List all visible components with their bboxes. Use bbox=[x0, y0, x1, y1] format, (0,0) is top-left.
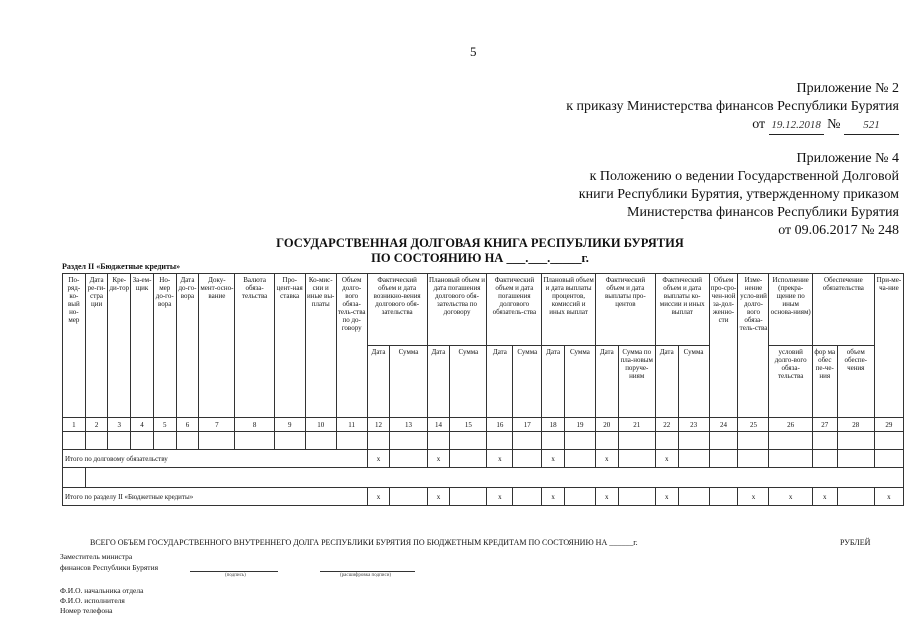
column-number: 27 bbox=[812, 418, 837, 432]
x-mark: x bbox=[427, 488, 450, 506]
deputy-minister-label: Заместитель министра bbox=[60, 552, 133, 561]
appendix-2-date-line bbox=[566, 116, 899, 135]
date-prefix: от bbox=[752, 117, 766, 132]
total-obligation-row bbox=[63, 450, 904, 468]
column-number: 19 bbox=[564, 418, 595, 432]
header-collateral-form: фор ма обес пе-че-ния bbox=[812, 346, 837, 418]
x-mark: x bbox=[655, 450, 678, 468]
appendix-2-order: к приказу Министерства финансов Республики Бурятия bbox=[566, 99, 899, 114]
currency-label: РУБЛЕЙ bbox=[840, 538, 871, 547]
header-note: При-ме-ча-ние bbox=[874, 274, 903, 418]
debt-book-table bbox=[62, 273, 904, 506]
header-date: Дата bbox=[595, 346, 618, 418]
total-obligation-label: Итого по долговому обязательству bbox=[63, 450, 368, 468]
decode-caption: (расшифровка подписи) bbox=[340, 573, 392, 578]
column-number: 2 bbox=[85, 418, 108, 432]
signature-caption: (подпись) bbox=[225, 573, 246, 578]
header-currency: Валюта обяза-тельства bbox=[235, 274, 274, 418]
column-number: 6 bbox=[176, 418, 199, 432]
header-terms-sub: условий долго-вого обяза-тельства bbox=[769, 346, 812, 418]
document-title bbox=[140, 236, 820, 266]
column-number: 15 bbox=[450, 418, 487, 432]
column-number: 12 bbox=[367, 418, 390, 432]
header-planned-repayment: Плановый объем и дата погашения долгового обя-зательства по договору bbox=[427, 274, 487, 346]
column-number: 22 bbox=[655, 418, 678, 432]
column-number: 28 bbox=[837, 418, 874, 432]
x-mark: x bbox=[542, 488, 565, 506]
appendix-4-block bbox=[579, 150, 899, 240]
x-mark: x bbox=[738, 488, 769, 506]
order-number-handwritten: 521 bbox=[844, 116, 899, 135]
x-mark: x bbox=[812, 488, 837, 506]
x-mark: x bbox=[874, 488, 903, 506]
header-commissions: Ко-мис-сии и иные вы-платы bbox=[305, 274, 336, 418]
column-number: 4 bbox=[131, 418, 154, 432]
x-mark: x bbox=[427, 450, 450, 468]
header-execution: Исполнение (прекра-щение по иным основа-ниям) bbox=[769, 274, 812, 346]
title-line-2: ПО СОСТОЯНИЮ НА ___.___._____г. bbox=[371, 251, 589, 265]
appendix-2-title: Приложение № 2 bbox=[796, 81, 899, 96]
header-creditor: Кре-ди-тор bbox=[108, 274, 131, 418]
x-mark: x bbox=[542, 450, 565, 468]
header-collateral: Обеспечение обязательства bbox=[812, 274, 874, 346]
grand-total-line: ВСЕГО ОБЪЕМ ГОСУДАРСТВЕННОГО ВНУТРЕННЕГО ДОЛГА РЕСПУБЛИКИ БУРЯТИЯ ПО БЮДЖЕТНЫМ КРЕДИТАМ ПО СОСТОЯНИЮ НА ______г. bbox=[90, 538, 638, 547]
fio-executor-label: Ф.И.О. исполнителя bbox=[60, 596, 125, 605]
fio-head-label: Ф.И.О. начальника отдела bbox=[60, 586, 144, 595]
header-sum-planned: Сумма по пла-новым поруче-ниям bbox=[618, 346, 655, 418]
header-collateral-volume: объем обеспе-чения bbox=[837, 346, 874, 418]
header-basis-document: Доку-мент-осно-вание bbox=[199, 274, 235, 418]
total-section-row bbox=[63, 488, 904, 506]
deputy-ministry-label: финансов Республики Бурятия bbox=[60, 563, 159, 572]
x-mark: x bbox=[595, 488, 618, 506]
column-number-row bbox=[63, 418, 904, 432]
header-interest-rate: Про-цент-ная ставка bbox=[274, 274, 305, 418]
header-actual-origination: Фактический объем и дата возникно-вения долгового обя-зательства bbox=[367, 274, 427, 346]
data-row-empty-2 bbox=[63, 468, 904, 488]
section-label: Раздел II «Бюджетные кредиты» bbox=[62, 262, 181, 271]
header-sum: Сумма bbox=[513, 346, 542, 418]
signature-line bbox=[190, 571, 278, 572]
appendix-4-line3: книги Республики Бурятия, утвержденному приказом bbox=[578, 187, 899, 202]
total-section-label: Итого по разделу II «Бюджетные кредиты» bbox=[63, 488, 368, 506]
column-number: 26 bbox=[769, 418, 812, 432]
x-mark: x bbox=[367, 488, 390, 506]
header-date: Дата bbox=[427, 346, 450, 418]
column-number: 16 bbox=[487, 418, 513, 432]
column-number: 18 bbox=[542, 418, 565, 432]
header-sum: Сумма bbox=[678, 346, 709, 418]
x-mark: x bbox=[769, 488, 812, 506]
header-obligation-volume: Объем долго-вого обяза-тель-ства по до-говору bbox=[336, 274, 367, 418]
column-number: 1 bbox=[63, 418, 86, 432]
x-mark: x bbox=[655, 488, 678, 506]
x-mark: x bbox=[595, 450, 618, 468]
header-order-number: По-ряд-ко-вый но-мер bbox=[63, 274, 86, 418]
header-sum: Сумма bbox=[450, 346, 487, 418]
column-number: 24 bbox=[709, 418, 738, 432]
column-number: 25 bbox=[738, 418, 769, 432]
appendix-4-line4: Министерства финансов Республики Бурятия bbox=[627, 205, 899, 220]
header-actual-interest: Фактический объем и дата выплаты про-центов bbox=[595, 274, 655, 346]
page-number: 5 bbox=[470, 44, 477, 59]
order-date-handwritten: 19.12.2018 bbox=[769, 116, 824, 135]
header-actual-commission: Фактический объем и дата выплаты ко-миссии и иных выплат bbox=[655, 274, 709, 346]
x-mark: x bbox=[487, 488, 513, 506]
column-number: 11 bbox=[336, 418, 367, 432]
column-number: 9 bbox=[274, 418, 305, 432]
x-mark: x bbox=[487, 450, 513, 468]
number-prefix: № bbox=[827, 117, 841, 132]
column-number: 5 bbox=[153, 418, 176, 432]
column-number: 3 bbox=[108, 418, 131, 432]
phone-label: Номер телефона bbox=[60, 606, 113, 615]
header-date: Дата bbox=[542, 346, 565, 418]
column-number: 23 bbox=[678, 418, 709, 432]
header-planned-interest: Плановый объем и дата выплаты процентов, комиссий и иных выплат bbox=[542, 274, 596, 346]
column-number: 21 bbox=[618, 418, 655, 432]
header-overdue: Объем про-сро-чен-ной за-дол-женно-сти bbox=[709, 274, 738, 418]
column-number: 29 bbox=[874, 418, 903, 432]
column-number: 7 bbox=[199, 418, 235, 432]
data-row-empty bbox=[63, 432, 904, 450]
header-date: Дата bbox=[487, 346, 513, 418]
header-date: Дата bbox=[655, 346, 678, 418]
appendix-4-title: Приложение № 4 bbox=[796, 151, 899, 166]
header-date: Дата bbox=[367, 346, 390, 418]
column-number: 14 bbox=[427, 418, 450, 432]
header-registration-date: Дата ре-ги-стра ции bbox=[85, 274, 108, 418]
header-contract-date: Дата до-го-вора bbox=[176, 274, 199, 418]
appendix-2-block bbox=[566, 80, 899, 135]
signature-decode-line bbox=[320, 571, 415, 572]
header-actual-repayment: Фактический объем и дата погашения долгового обязатель-ства bbox=[487, 274, 542, 346]
x-mark: x bbox=[367, 450, 390, 468]
column-number: 8 bbox=[235, 418, 274, 432]
appendix-4-line5: от 09.06.2017 № 248 bbox=[778, 223, 899, 238]
column-number: 13 bbox=[390, 418, 427, 432]
header-contract-number: Но-мер до-го-вора bbox=[153, 274, 176, 418]
appendix-4-line2: к Положению о ведении Государственной Долговой bbox=[589, 169, 899, 184]
header-sum: Сумма bbox=[390, 346, 427, 418]
column-number: 20 bbox=[595, 418, 618, 432]
column-number: 10 bbox=[305, 418, 336, 432]
column-number: 17 bbox=[513, 418, 542, 432]
header-borrower: За-ем-щик bbox=[131, 274, 154, 418]
header-sum: Сумма bbox=[564, 346, 595, 418]
title-line-1: ГОСУДАРСТВЕННАЯ ДОЛГОВАЯ КНИГА РЕСПУБЛИКИ БУРЯТИЯ bbox=[276, 236, 684, 250]
header-terms-change: Изме-нение усло-вий долго-вого обяза-тель-ства bbox=[738, 274, 769, 418]
